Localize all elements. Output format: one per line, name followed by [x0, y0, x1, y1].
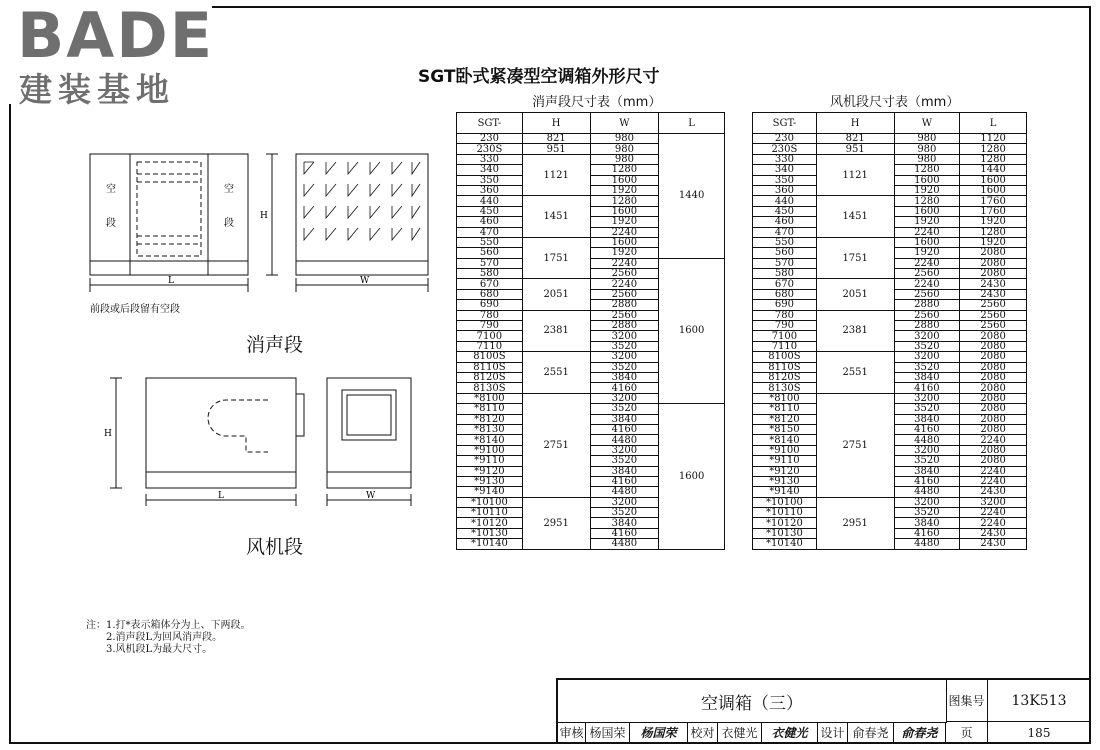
fan-dim-H-label: H	[104, 429, 112, 439]
model-cell: *10110	[753, 508, 817, 518]
w-cell: 3520	[590, 341, 659, 351]
table-row	[753, 144, 1027, 154]
w-cell: 2560	[590, 310, 659, 320]
w-cell: 4160	[894, 476, 960, 486]
model-cell: *9120	[457, 466, 523, 476]
model-cell: 8110S	[753, 362, 817, 372]
model-cell: 7110	[457, 341, 523, 351]
h-cell: 2551	[816, 352, 894, 394]
fan-section-label: 风机段	[246, 536, 304, 558]
model-cell: *8100	[753, 393, 817, 403]
model-cell: *9140	[753, 487, 817, 497]
table-row	[753, 154, 1027, 164]
table-row	[753, 393, 1027, 403]
logo-text: BADE	[17, 0, 215, 72]
l-cell: 2560	[960, 310, 1027, 320]
l-cell: 1600	[960, 185, 1027, 195]
h-cell: 2751	[816, 393, 894, 497]
model-cell: 550	[457, 237, 523, 247]
l-cell: 2560	[960, 300, 1027, 310]
model-cell: 8100S	[457, 352, 523, 362]
model-cell: 230S	[753, 144, 817, 154]
col-header-w: W	[894, 113, 960, 134]
w-cell: 3840	[590, 372, 659, 382]
model-cell: 340	[753, 165, 817, 175]
silencer-table-title: 消声段尺寸表（mm）	[532, 95, 662, 110]
w-cell: 1280	[590, 196, 659, 206]
w-cell: 1600	[894, 206, 960, 216]
l-cell: 2240	[960, 435, 1027, 445]
model-cell: 790	[457, 321, 523, 331]
w-cell: 3840	[590, 518, 659, 528]
w-cell: 3200	[590, 497, 659, 507]
model-cell: 580	[457, 269, 523, 279]
model-cell: 560	[753, 248, 817, 258]
model-cell: 580	[753, 269, 817, 279]
logo-subtitle: 建装基地	[19, 70, 175, 109]
check-label: 校对	[688, 722, 718, 744]
model-cell: *8110	[753, 404, 817, 414]
model-cell: 7110	[753, 341, 817, 351]
w-cell: 4480	[894, 539, 960, 549]
model-cell: 680	[753, 289, 817, 299]
checker-signature: 衣健光	[762, 722, 818, 744]
w-cell: 3840	[894, 466, 960, 476]
h-cell: 2381	[816, 310, 894, 352]
silencer-drawings	[80, 140, 440, 340]
l-cell: 2430	[960, 279, 1027, 289]
model-cell: *8100	[457, 393, 523, 403]
model-cell: 450	[457, 206, 523, 216]
model-cell: 670	[457, 279, 523, 289]
model-cell: 470	[457, 227, 523, 237]
model-cell: *9130	[753, 476, 817, 486]
model-cell: *8120	[457, 414, 523, 424]
model-cell: 350	[457, 175, 523, 185]
model-cell: 680	[457, 289, 523, 299]
model-cell: *9130	[457, 476, 523, 486]
l-cell: 2080	[960, 445, 1027, 455]
model-cell: 790	[753, 321, 817, 331]
model-cell: *10100	[753, 497, 817, 507]
l-cell: 1280	[960, 154, 1027, 164]
designer-signature: 俞春尧	[894, 722, 946, 744]
model-cell: 440	[753, 196, 817, 206]
h-cell: 2381	[522, 310, 590, 352]
model-cell: 230	[457, 134, 523, 144]
w-cell: 3200	[590, 393, 659, 403]
model-cell: 330	[753, 154, 817, 164]
l-cell: 2080	[960, 269, 1027, 279]
note-line-3: 3.风机段L为最大尺寸。	[106, 644, 213, 655]
l-cell: 2080	[960, 372, 1027, 382]
w-cell: 1920	[590, 185, 659, 195]
w-cell: 4480	[590, 539, 659, 549]
table-row	[753, 497, 1027, 507]
model-cell: 350	[753, 175, 817, 185]
l-cell: 2240	[960, 476, 1027, 486]
model-cell: 440	[457, 196, 523, 206]
w-cell: 3520	[894, 456, 960, 466]
w-cell: 1920	[590, 217, 659, 227]
col-header-w: W	[590, 113, 659, 134]
w-cell: 1280	[590, 165, 659, 175]
model-cell: 780	[753, 310, 817, 320]
checker-name: 衣健光	[718, 722, 762, 744]
w-cell: 3840	[894, 414, 960, 424]
fan-dim-L-label: L	[218, 491, 224, 501]
l-cell: 1120	[960, 134, 1027, 144]
l-cell: 2080	[960, 414, 1027, 424]
w-cell: 2880	[894, 300, 960, 310]
w-cell: 2880	[590, 300, 659, 310]
l-cell: 1280	[960, 227, 1027, 237]
h-cell: 2051	[816, 279, 894, 310]
review-label: 审核	[558, 722, 586, 744]
w-cell: 1920	[894, 185, 960, 195]
silencer-section-label: 消声段	[246, 334, 304, 356]
l-cell: 2240	[960, 518, 1027, 528]
model-cell: *9100	[457, 445, 523, 455]
w-cell: 3200	[894, 497, 960, 507]
w-cell: 3840	[590, 466, 659, 476]
model-cell: *8140	[753, 435, 817, 445]
w-cell: 4160	[894, 383, 960, 393]
model-cell: 7100	[457, 331, 523, 341]
l-cell: 2080	[960, 424, 1027, 434]
model-cell: *10140	[753, 539, 817, 549]
w-cell: 4160	[894, 528, 960, 538]
l-cell: 1600	[659, 258, 725, 403]
model-cell: *10140	[457, 539, 523, 549]
l-cell: 2080	[960, 258, 1027, 268]
notes	[86, 620, 251, 656]
h-cell: 2051	[522, 279, 590, 310]
model-cell: 690	[753, 300, 817, 310]
model-cell: 470	[753, 227, 817, 237]
w-cell: 2240	[894, 258, 960, 268]
model-cell: *9140	[457, 487, 523, 497]
w-cell: 3520	[894, 508, 960, 518]
l-cell: 1920	[960, 237, 1027, 247]
h-cell: 1751	[816, 237, 894, 279]
w-cell: 4160	[590, 528, 659, 538]
w-cell: 4480	[894, 487, 960, 497]
model-cell: 560	[457, 248, 523, 258]
w-cell: 980	[590, 154, 659, 164]
l-cell: 3200	[960, 497, 1027, 507]
h-cell: 2751	[522, 393, 590, 497]
w-cell: 3520	[590, 456, 659, 466]
l-cell: 2430	[960, 528, 1027, 538]
blank-right-bottom: 段	[224, 218, 234, 229]
table-row	[457, 134, 725, 144]
w-cell: 980	[894, 134, 960, 144]
model-cell: 230	[753, 134, 817, 144]
table-row	[753, 279, 1027, 289]
model-cell: 8100S	[753, 352, 817, 362]
l-cell: 2080	[960, 248, 1027, 258]
drawing-name: 空调箱（三）	[558, 680, 947, 723]
col-header-model: SGT-	[753, 113, 817, 134]
model-cell: *9120	[753, 466, 817, 476]
w-cell: 3520	[894, 362, 960, 372]
model-cell: *10130	[457, 528, 523, 538]
col-header-l: L	[960, 113, 1027, 134]
model-cell: *9100	[753, 445, 817, 455]
l-cell: 1920	[960, 217, 1027, 227]
w-cell: 2240	[590, 279, 659, 289]
fan-table-title: 风机段尺寸表（mm）	[830, 95, 960, 110]
l-cell: 2080	[960, 341, 1027, 351]
w-cell: 980	[894, 144, 960, 154]
w-cell: 2240	[894, 279, 960, 289]
drawing-caption: 前段或后段留有空段	[90, 304, 180, 315]
l-cell: 1280	[960, 144, 1027, 154]
reviewer-name: 杨国荣	[586, 722, 630, 744]
l-cell: 2240	[960, 466, 1027, 476]
w-cell: 3200	[590, 445, 659, 455]
table-row	[753, 134, 1027, 144]
w-cell: 4160	[590, 424, 659, 434]
w-cell: 3520	[894, 404, 960, 414]
blank-left-top: 空	[106, 184, 116, 195]
silencer-dimension-table	[456, 112, 725, 550]
model-cell: *10120	[457, 518, 523, 528]
h-cell: 1121	[522, 154, 590, 196]
dim-H-label: H	[260, 211, 268, 221]
model-cell: *9110	[457, 456, 523, 466]
w-cell: 980	[590, 134, 659, 144]
w-cell: 980	[894, 154, 960, 164]
w-cell: 3200	[590, 331, 659, 341]
w-cell: 1600	[590, 237, 659, 247]
w-cell: 2560	[894, 289, 960, 299]
w-cell: 3200	[894, 331, 960, 341]
model-cell: 570	[753, 258, 817, 268]
w-cell: 3520	[894, 341, 960, 351]
w-cell: 1600	[590, 206, 659, 216]
l-cell: 1600	[659, 404, 725, 549]
w-cell: 1600	[894, 175, 960, 185]
dim-L-label: L	[168, 276, 174, 286]
logo	[9, 0, 215, 109]
w-cell: 1920	[894, 248, 960, 258]
w-cell: 2240	[894, 227, 960, 237]
h-cell: 951	[522, 144, 590, 154]
model-cell: *8120	[753, 414, 817, 424]
w-cell: 4160	[894, 424, 960, 434]
design-label: 设计	[818, 722, 848, 744]
model-cell: 360	[457, 185, 523, 195]
table-row	[753, 310, 1027, 320]
w-cell: 3840	[894, 372, 960, 382]
h-cell: 2551	[522, 352, 590, 394]
w-cell: 1920	[894, 217, 960, 227]
w-cell: 2880	[590, 321, 659, 331]
model-cell: 460	[457, 217, 523, 227]
model-cell: 8130S	[753, 383, 817, 393]
w-cell: 3520	[590, 404, 659, 414]
table-row	[457, 258, 725, 268]
model-cell: 8110S	[457, 362, 523, 372]
w-cell: 3200	[894, 352, 960, 362]
fan-dim-W-label: W	[366, 491, 376, 501]
l-cell: 1760	[960, 196, 1027, 206]
model-cell: *8150	[753, 424, 817, 434]
model-cell: 360	[753, 185, 817, 195]
blank-left-bottom: 段	[106, 218, 116, 229]
w-cell: 4480	[590, 435, 659, 445]
title-block	[556, 678, 1091, 744]
l-cell: 2080	[960, 362, 1027, 372]
h-cell: 821	[816, 134, 894, 144]
h-cell: 821	[522, 134, 590, 144]
w-cell: 3520	[590, 362, 659, 372]
w-cell: 3840	[894, 518, 960, 528]
model-cell: 340	[457, 165, 523, 175]
page-label: 页	[946, 722, 988, 744]
w-cell: 2240	[590, 258, 659, 268]
w-cell: 3200	[894, 445, 960, 455]
l-cell: 2080	[960, 456, 1027, 466]
w-cell: 2560	[894, 269, 960, 279]
w-cell: 1600	[590, 175, 659, 185]
atlas-label: 图集号	[946, 680, 988, 722]
model-cell: 670	[753, 279, 817, 289]
l-cell: 1440	[659, 134, 725, 259]
model-cell: 330	[457, 154, 523, 164]
col-header-model: SGT-	[457, 113, 523, 134]
note-line-1: 注：1.打*表示箱体分为上、下两段。	[86, 620, 251, 631]
model-cell: *10110	[457, 508, 523, 518]
model-cell: *8140	[457, 435, 523, 445]
w-cell: 4160	[590, 476, 659, 486]
page-title: SGT卧式紧凑型空调箱外形尺寸	[418, 67, 660, 87]
table-row	[457, 404, 725, 414]
h-cell: 1121	[816, 154, 894, 196]
l-cell: 1600	[960, 175, 1027, 185]
model-cell: 690	[457, 300, 523, 310]
blank-right-top: 空	[224, 184, 234, 195]
l-cell: 2080	[960, 404, 1027, 414]
w-cell: 3520	[590, 508, 659, 518]
w-cell: 2560	[894, 310, 960, 320]
l-cell: 2080	[960, 331, 1027, 341]
page-number: 185	[988, 722, 1091, 744]
l-cell: 2080	[960, 352, 1027, 362]
w-cell: 2560	[590, 269, 659, 279]
model-cell: *10130	[753, 528, 817, 538]
w-cell: 980	[590, 144, 659, 154]
model-cell: 8130S	[457, 383, 523, 393]
fan-dimension-table	[752, 112, 1027, 550]
l-cell: 2240	[960, 508, 1027, 518]
model-cell: *10100	[457, 497, 523, 507]
l-cell: 1760	[960, 206, 1027, 216]
fan-drawings	[96, 370, 426, 520]
model-cell: 450	[753, 206, 817, 216]
model-cell: 550	[753, 237, 817, 247]
h-cell: 2951	[522, 497, 590, 549]
col-header-l: L	[659, 113, 725, 134]
model-cell: 570	[457, 258, 523, 268]
l-cell: 1440	[960, 165, 1027, 175]
model-cell: *10120	[753, 518, 817, 528]
w-cell: 4160	[590, 383, 659, 393]
designer-name: 俞春尧	[848, 722, 894, 744]
w-cell: 3840	[590, 414, 659, 424]
w-cell: 4480	[590, 487, 659, 497]
dim-W-label: W	[360, 276, 370, 286]
atlas-number: 13K513	[988, 680, 1091, 722]
w-cell: 2240	[590, 227, 659, 237]
table-row	[753, 352, 1027, 362]
model-cell: 7100	[753, 331, 817, 341]
w-cell: 1600	[894, 237, 960, 247]
l-cell: 2080	[960, 383, 1027, 393]
model-cell: 460	[753, 217, 817, 227]
h-cell: 2951	[816, 497, 894, 549]
w-cell: 3200	[590, 352, 659, 362]
w-cell: 1280	[894, 196, 960, 206]
w-cell: 2560	[590, 289, 659, 299]
h-cell: 1751	[522, 237, 590, 279]
l-cell: 2430	[960, 487, 1027, 497]
h-cell: 1451	[816, 196, 894, 238]
model-cell: *8130	[457, 424, 523, 434]
note-line-2: 2.消声段L为回风消声段。	[106, 632, 223, 643]
model-cell: 8120S	[457, 372, 523, 382]
model-cell: *9110	[753, 456, 817, 466]
model-cell: 230S	[457, 144, 523, 154]
w-cell: 3200	[894, 393, 960, 403]
table-row	[753, 237, 1027, 247]
w-cell: 2880	[894, 321, 960, 331]
model-cell: 780	[457, 310, 523, 320]
reviewer-signature: 杨国荣	[630, 722, 688, 744]
w-cell: 1920	[590, 248, 659, 258]
h-cell: 951	[816, 144, 894, 154]
col-header-h: H	[522, 113, 590, 134]
l-cell: 2430	[960, 539, 1027, 549]
w-cell: 1280	[894, 165, 960, 175]
l-cell: 2430	[960, 289, 1027, 299]
col-header-h: H	[816, 113, 894, 134]
l-cell: 2080	[960, 393, 1027, 403]
model-cell: 8120S	[753, 372, 817, 382]
model-cell: *8110	[457, 404, 523, 414]
w-cell: 4480	[894, 435, 960, 445]
l-cell: 2560	[960, 321, 1027, 331]
h-cell: 1451	[522, 196, 590, 238]
table-row	[753, 196, 1027, 206]
